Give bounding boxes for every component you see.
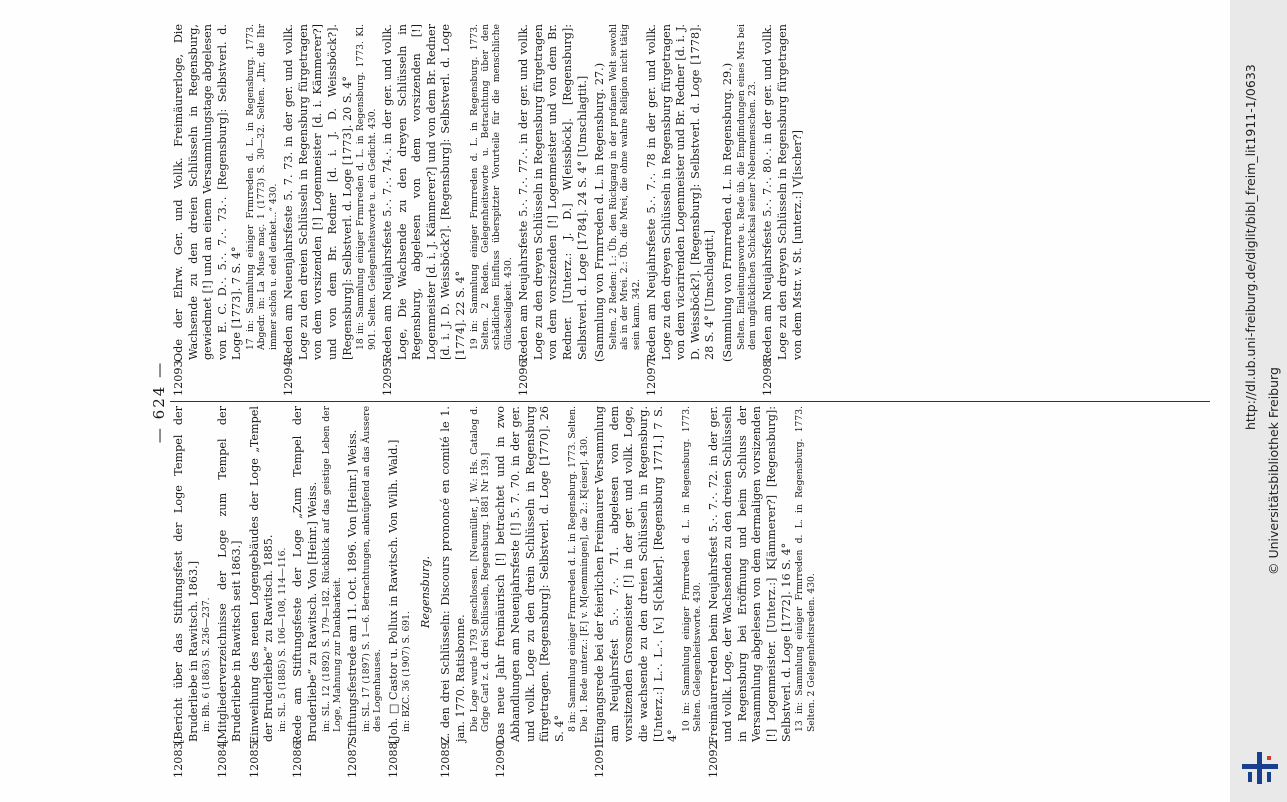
entry-number: 12098. bbox=[761, 356, 775, 396]
entry-text: Reden am Neujahrsfeste 5.·. 7.·. 74.·. in der ger. und vollk. Loge, Die Wachsende zu den dreyen Schlüsseln in Regensburg, abgelesen von dem vorsizenden [!] Logenmeister [d. i. J. Kämmerer?] und von dem Br. Redner [d. i. J. D. Weissböck?]. [Regensburg]: Selbstverl. d. Loge [1774]. 22 S. 4° bbox=[380, 24, 467, 362]
entry-note: 18 in: Sammlung einiger Frmrreden d. L. in Regensburg. 1773. Kl. 901. Selten. Gelegenheitsworte u. ein Gedicht. 430. bbox=[355, 24, 378, 350]
entry-text: Reden am Neujahrsfeste 5.·. 7.·. 78 in der ger. und vollk. Loge zu den dreyen Schlüsseln in Regensburg fürgetragen von dem vicarirenden Logenmeister und Br. Redner [d. i. J. D. Weissböck?]. [Regensburg]: Selbstverl. d. Loge [1778]. 28 S. 4° [Umschlagtit.] bbox=[644, 24, 717, 362]
entry-note: 19 in: Sammlung einiger Frmrreden d. L. in Regensburg. 1773. Selten. 2 Reden. Gelegenheitsworte u. Betrachtung über den schädlichen Einfluss überspitzter Vorurteile für die menschliche Glückseligkeit. 430. bbox=[468, 24, 514, 350]
bibliography-entry bbox=[248, 406, 289, 778]
bibliography-entry bbox=[346, 406, 383, 778]
rotated-page-content bbox=[150, 22, 1230, 782]
bibliography-entry bbox=[517, 24, 590, 396]
entry-number: 12091. bbox=[593, 738, 607, 778]
entry-text: Eingangsrede bei der feierlichen Freimaurer Versammlung am Neujahrsfest 5.·. 7.·. 71. abgelesen von dem vorsitzenden Grosmeister [!] in der ger. und vollk. Loge, die wachsende zu den dreien Schlüsseln in Regensburg. [Unterz.:] L.·. L.·. [v.] S[chkler]. [Regensburg 1771.] 7 S. 4° bbox=[593, 406, 680, 744]
entry-number: 12087. bbox=[346, 738, 360, 778]
bibliography-entry bbox=[282, 24, 378, 396]
column-divider bbox=[170, 401, 1210, 402]
ub-freiburg-logo-icon bbox=[1240, 748, 1280, 788]
entry-note: in: SL. 12 (1892) S. 179—182. Rückblick auf das geistige Leben der Loge, Mahnung zur Dankbarkeit. bbox=[320, 406, 343, 732]
entry-note: in: SL. 5 (1885) S. 106—108, 114—116. bbox=[276, 547, 288, 732]
bibliography-entry bbox=[494, 406, 590, 778]
entry-text: [Joh. □ Castor u. Pollux in Rawitsch. Von Wilh. Wald.] bbox=[386, 439, 400, 744]
entry-number: 12086. bbox=[291, 738, 305, 778]
entry-number: 12097. bbox=[644, 356, 658, 396]
entry-number: 12095. bbox=[380, 356, 394, 396]
source-url[interactable]: http://dl.ub.uni-freiburg.de/diglit/bibl_freim_lit1911-1/0633 bbox=[1243, 64, 1258, 430]
entry-text: [Mitgliederverzeichnisse der Loge zum Tempel der Bruderliebe in Rawitsch seit 1863.] bbox=[215, 406, 244, 744]
entry-number: 12094. bbox=[282, 356, 296, 396]
entry-number: 12088. bbox=[386, 738, 400, 778]
bibliography-entry bbox=[216, 406, 245, 778]
entry-number: 12083. bbox=[172, 738, 185, 778]
entry-note: Die Loge wurde 1793 geschlossen. [Neumüller, J. W.: Hs. Catalog d. Grlge Carl z. d. drei Schlüsseln, Regensburg. 1881 Nr 139.] bbox=[468, 406, 491, 732]
bibliography-entry bbox=[172, 406, 213, 778]
entry-text: Ode der Ehrw. Ger. und Vollk. Freimäurerloge, Die Wachsende zu den dreien Schlüsseln in Regensburg, gewiedmet [!] und an einem Versammlungstage abgelesen von E. C. D.·. 5.·. 7.·. 73.·. [Regensburg]: Selbstverl. d. Loge [1773]. 7 S. 4° bbox=[172, 24, 244, 362]
entry-text: [Bericht über das Stiftungsfest der Loge Tempel der Bruderliebe in Rawitsch. 1863.] bbox=[172, 406, 200, 744]
entry-note: 10 in: Sammlung einiger Frmrreden d. L. in Regensburg. 1773. Selten. Gelegenheitsworte. 430. bbox=[680, 406, 704, 732]
bibliography-entry bbox=[381, 24, 514, 396]
entry-number: 12084. bbox=[215, 738, 229, 778]
bibliography-entry bbox=[707, 406, 817, 778]
entry-text: Das neue Jahr freimäurisch [!] betrachtet und in zwo Abhandlungen am Neuenjahrsfeste [!] 5. 7. 70. in der ger. und vollk. Loge zu den drein Schlüsseln in Regensburg fürgetragen. [Regensburg]: Selbstverl. d. Loge [1770]. 26 S. 4° bbox=[494, 406, 566, 744]
entry-number: 12090. bbox=[494, 738, 508, 778]
entry-text: Z. den drei Schlüsseln: Discours prononcé en comité le 1. jan. 1770. Ratisbonne. bbox=[439, 406, 467, 744]
bibliography-entry bbox=[387, 406, 413, 778]
entry-text: Stiftungsfestrede am 11. Oct. 1896. Von [Heinr.] Weiss. bbox=[346, 429, 360, 744]
entry-text: Freimäurerreden beim Neujahrsfest 5.·. 7.·. 72. in der ger. und vollk. Loge, der Wachsenden zu den dreien Schlüsseln in Regensburg bei Eröffnung und beim Schluss der Versammlung abgelesen von dem dermaligen vorsizenden [!] Logenmeister. [Unterz.:] K[ämmerer?] [Regensburg]: Selbstverl. d. Loge [1772]. 16 S. 4° bbox=[706, 406, 793, 744]
bibliography-entry bbox=[761, 24, 805, 396]
section-heading: Regensburg. bbox=[418, 555, 432, 629]
bibliography-entry bbox=[645, 24, 718, 396]
entry-text: Rede am Stiftungsfeste der Loge „Zum Tempel der Bruderliebe“ zu Rawitsch. Von [Heinr.] Weiss. bbox=[291, 406, 319, 744]
entry-number: 12092. bbox=[706, 738, 720, 778]
entry-text: Reden am Neujahrsfeste 5.·. 7.·. 80.·. in der ger. und vollk. Loge zu den dreyen Schlüsseln in Regensburg fürgetragen von dem Mstr. v. St. [unterz.:] V[ischer?] bbox=[761, 24, 804, 362]
entry-note: 8 in: Sammlung einiger Frmrreden d. L. in Regensburg. 1773. Selten. Die 1. Rede unterz.: [F.] v. M[oemmingen], die 2.: K[eiser]. 430. bbox=[567, 406, 590, 732]
entry-text: Einweihung des neuen Logengebäudes der Loge „Tempel der Bruderliebe“ zu Rawitsch. 1885. bbox=[247, 406, 276, 744]
entry-number: 12093. bbox=[172, 356, 185, 396]
entry-number: 12089. bbox=[439, 738, 453, 778]
page-number-header: — 624 — bbox=[150, 360, 168, 444]
entry-text: Reden am Neuenjahrsfeste 5. 7. 73. in der ger. und vollk. Loge zu den dreien Schlüsseln in Regensburg fürgetragen von dem vorsizenden [!] Logenmeister [d. i. Kämmerer?] und von dem Br. Redner [d. i. J. D. Weissböck?]. [Regensburg]: Selbstverl. d. Loge [1773]. 20 S. 4° bbox=[282, 24, 354, 362]
entry-text: (Sammlung von Frmrreden d. L. in Regensburg. 29.) bbox=[720, 62, 734, 362]
entry-text: Reden am Neujahrsfeste 5.·. 7.·. 77.·. in der ger. und vollk. Loge zu den dreyen Schlüsseln in Regensburg fürgetragen von dem vorsizenden [!] Logenmeister und von dem Br. Redner. [Unterz.: J. D.] W[eissböck]. [Regensburg]: Selbstverl. d. Loge [1784]. 24 S. 4° [Umschlagtit.] bbox=[517, 24, 589, 362]
left-column bbox=[172, 406, 820, 778]
bibliography-entry bbox=[593, 24, 642, 396]
entry-number: 12096. bbox=[517, 356, 531, 396]
bibliography-entry bbox=[291, 406, 343, 778]
entry-note: in: Bh. 6 (1863) S. 236—237. bbox=[201, 597, 213, 732]
bibliography-entry bbox=[172, 24, 279, 396]
bibliography-entry bbox=[593, 406, 703, 778]
entry-number: 12085. bbox=[247, 738, 261, 778]
entry-note: Selten. Einleitungsworte u. Rede üb. die Empfindungen eines Mrs bei dem unglücklichen Schicksal seiner Nebenmenschen. 23. bbox=[735, 24, 758, 350]
entry-text: (Sammlung von Frmrreden d. L. in Regensburg. 27.) bbox=[593, 62, 607, 362]
right-column bbox=[172, 24, 808, 396]
bibliography-entry bbox=[439, 406, 491, 778]
entry-note: 13 in: Sammlung einiger Frmrreden d. L. in Regensburg. 1773. Selten. 2 Gelegenheitsreden. 430. bbox=[794, 406, 817, 732]
entry-note: 17 in: Sammlung einiger Frmrreden d. L. in Regensburg. 1773. Abgedr. in: La Muse maç. 1 (1773) S. 30—32. Selten. „Ihr, die Ihr immer schön u. edel denket...“ 430. bbox=[244, 24, 279, 350]
copyright-notice: © Universitätsbibliothek Freiburg bbox=[1266, 367, 1281, 575]
entry-note: Selten. 2 Reden: 1.: Üb. den Rückgang in der profanen Welt sowohl als in der Mrei. 2.: Üb. die Mrei, die ohne wahre Religion nicht tätig sein kann. 342. bbox=[607, 24, 642, 350]
entry-note: in: SL. 17 (1897) S. 1—6. Betrachtungen, anknüpfend an das Äussere des Logenhauses. bbox=[360, 406, 384, 732]
bibliography-entry bbox=[721, 24, 758, 396]
entry-note: in: BZC. 36 (1907) S. 691. bbox=[401, 611, 413, 732]
